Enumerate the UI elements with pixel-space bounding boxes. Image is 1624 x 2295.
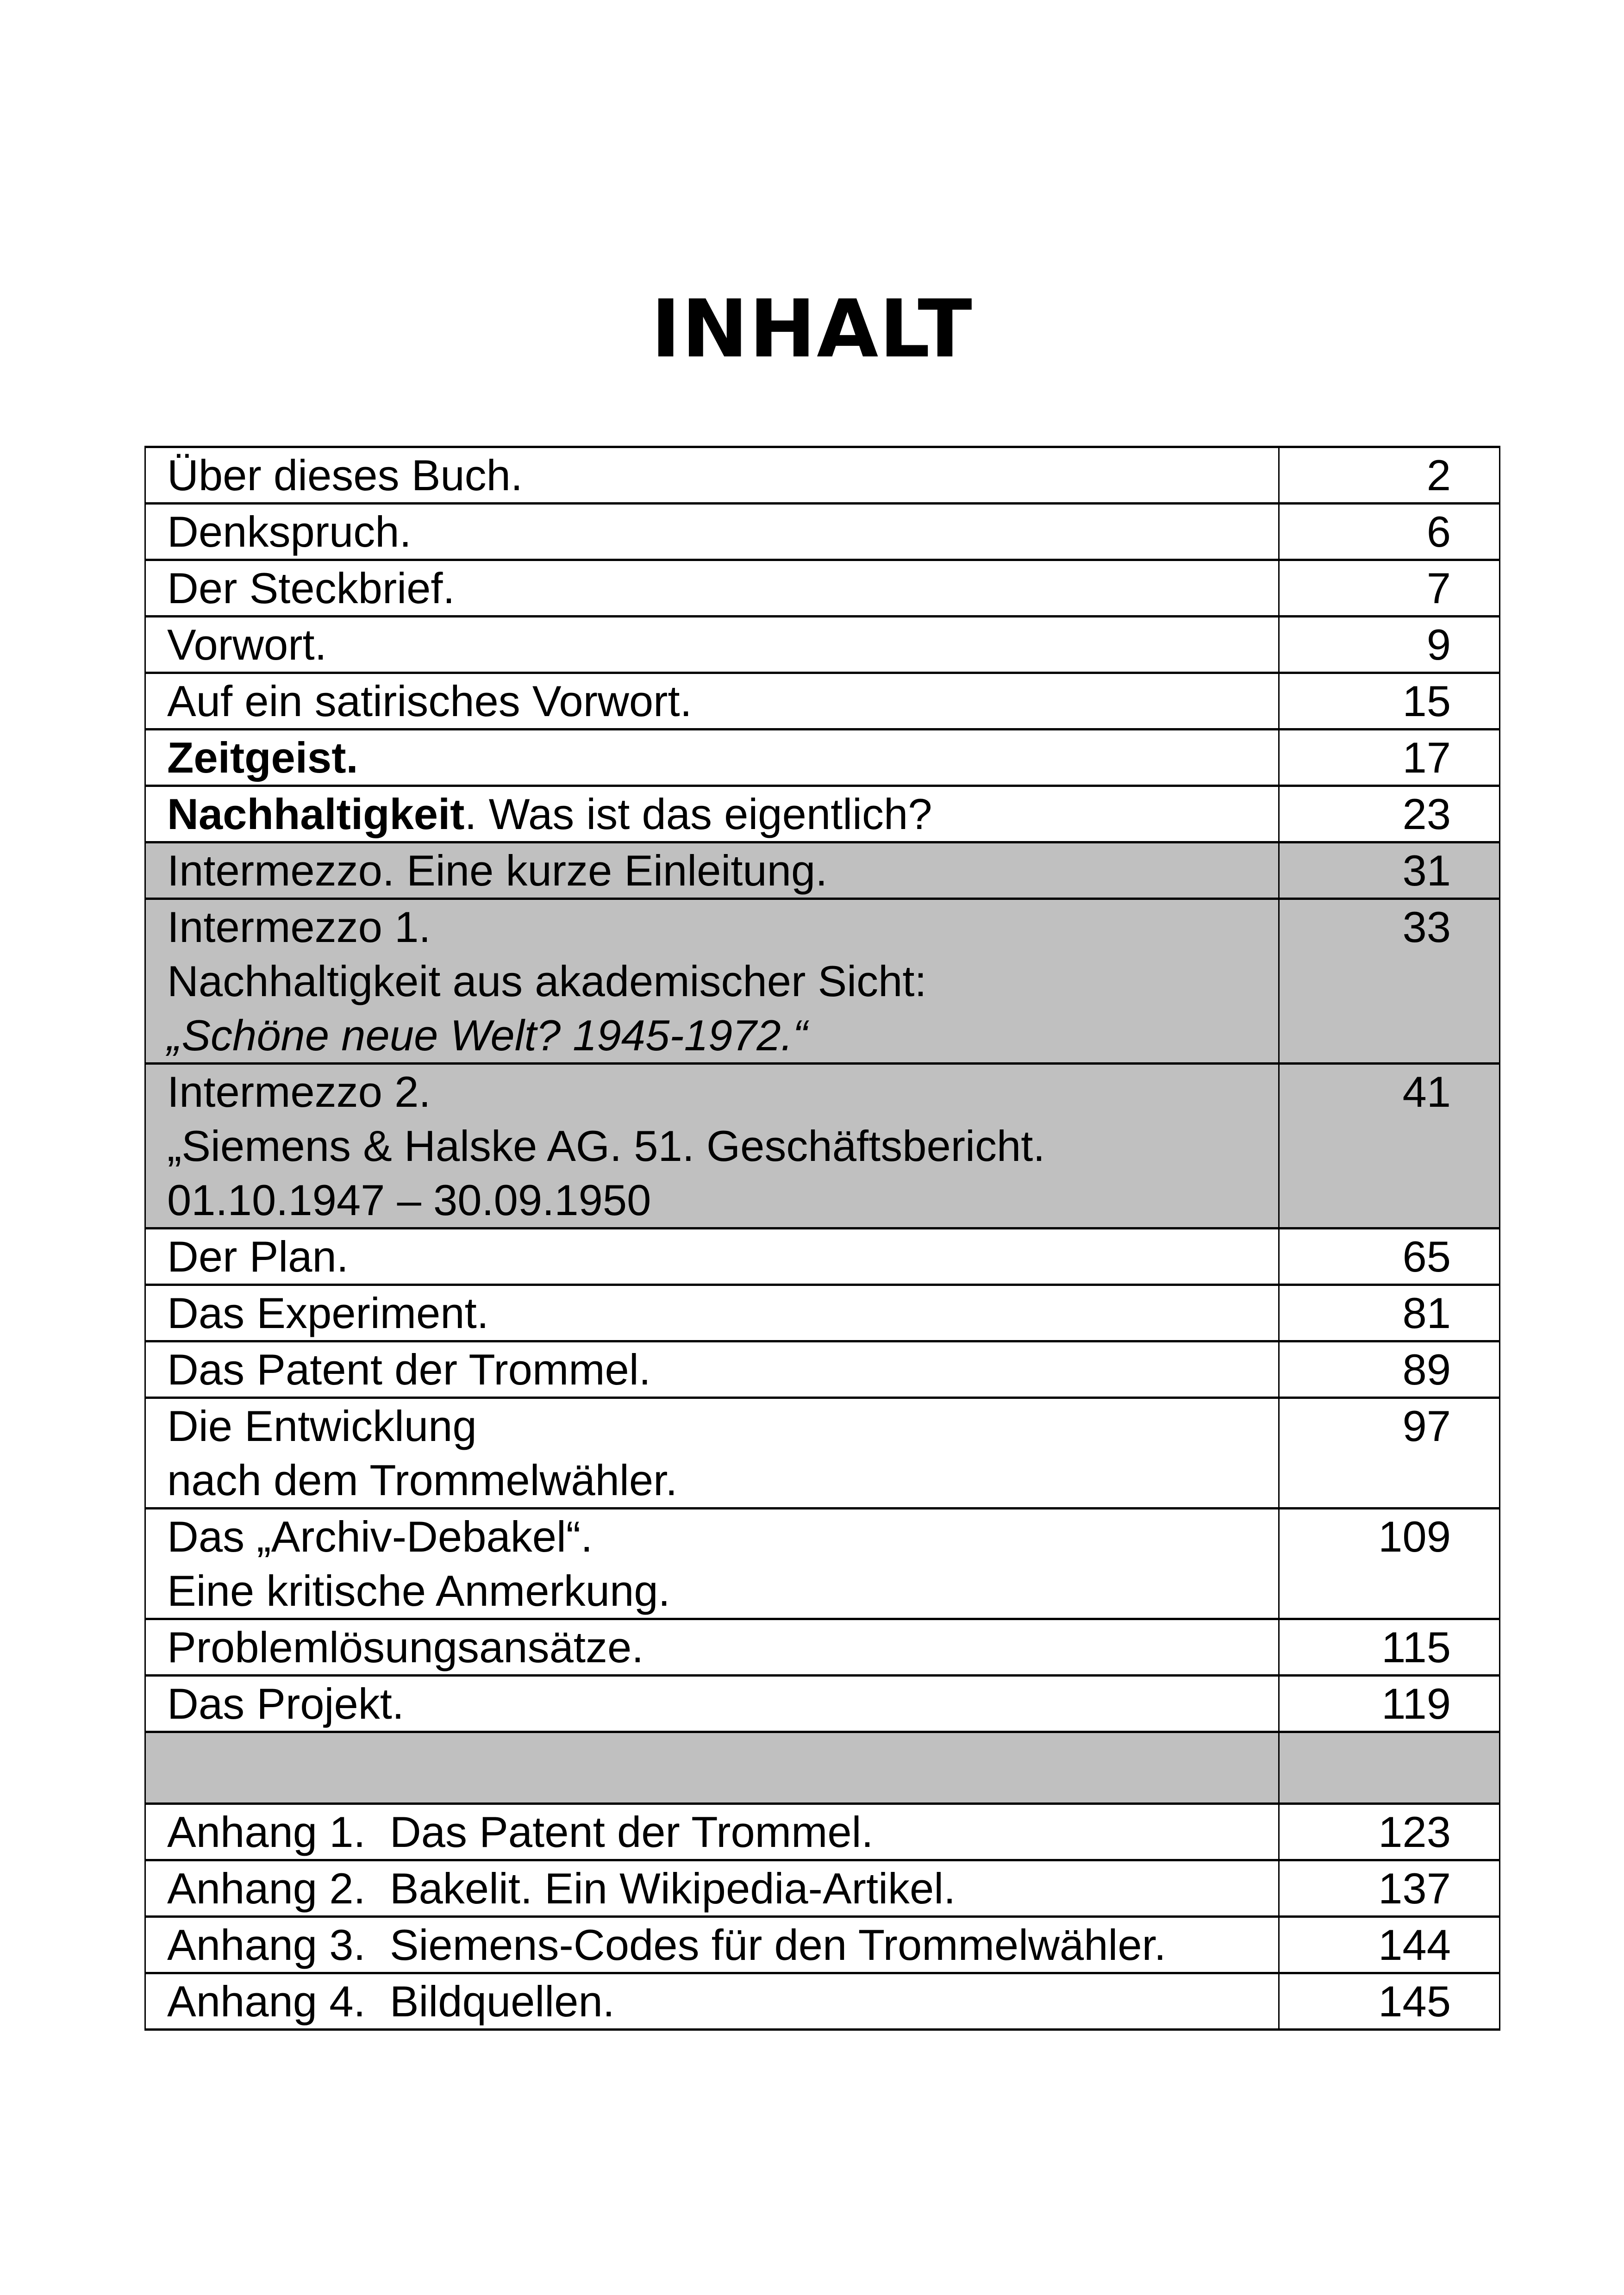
toc-title-line: [167, 1286, 1278, 1340]
toc-title-text: Anhang 3. Siemens-Codes für den Trommelwähler.: [167, 1921, 1166, 1969]
toc-title-text: Denkspruch.: [167, 507, 412, 556]
toc-title-text: Eine kritische Anmerkung.: [167, 1566, 670, 1615]
toc-title-line: [167, 1229, 1278, 1284]
toc-title-text: Anhang 2. Bakelit. Ein Wikipedia-Artikel.: [167, 1864, 956, 1913]
toc-page-number: 123: [1279, 1804, 1500, 1860]
toc-entry: [145, 1064, 1500, 1229]
toc-title-line: [167, 1399, 1278, 1453]
toc-page-number: 89: [1279, 1341, 1500, 1398]
toc-page-number: [1279, 1732, 1500, 1804]
toc-entry-title: [145, 617, 1279, 673]
toc-page-number: 41: [1279, 1064, 1500, 1229]
toc-title-line: [167, 900, 1278, 954]
toc-entry: [145, 1619, 1500, 1676]
toc-title-text: Intermezzo. Eine kurze Einleitung.: [167, 846, 828, 895]
toc-entry: [145, 1917, 1500, 1973]
toc-title-line: [167, 1453, 1278, 1507]
toc-entry-title: [145, 1973, 1279, 2030]
toc-entry: [145, 786, 1500, 842]
toc-page-number: 144: [1279, 1917, 1500, 1973]
toc-title-line: [167, 843, 1278, 898]
toc-title-line: [167, 1173, 1278, 1227]
toc-title-text: Der Plan.: [167, 1232, 349, 1281]
toc-spacer-row: [145, 1732, 1500, 1804]
toc-entry-title: [145, 1917, 1279, 1973]
toc-entry-title: [145, 1619, 1279, 1676]
toc-title-line: [167, 1805, 1278, 1859]
toc-page-number: 137: [1279, 1860, 1500, 1917]
toc-page-number: 17: [1279, 730, 1500, 786]
toc-title-line: [167, 1342, 1278, 1397]
toc-entry-title: [145, 786, 1279, 842]
toc-entry: [145, 1860, 1500, 1917]
toc-title-text: . Was ist das eigentlich?: [464, 790, 932, 838]
toc-title-text: Anhang 1. Das Patent der Trommel.: [167, 1808, 874, 1856]
toc-entry: [145, 1676, 1500, 1732]
toc-entry-title: [145, 730, 1279, 786]
toc-entry: [145, 560, 1500, 617]
toc-entry: [145, 842, 1500, 899]
toc-page-number: 33: [1279, 899, 1500, 1064]
toc-entry: [145, 1804, 1500, 1860]
toc-title-line: [167, 1974, 1278, 2028]
toc-entry: [145, 617, 1500, 673]
toc-entry-title: [145, 1804, 1279, 1860]
toc-title-line: [167, 505, 1278, 559]
toc-page-number: 115: [1279, 1619, 1500, 1676]
toc-page-number: 119: [1279, 1676, 1500, 1732]
toc-title-line: [167, 1677, 1278, 1731]
toc-title-text: Zeitgeist.: [167, 733, 358, 782]
toc-entry: [145, 1341, 1500, 1398]
toc-title-line: [167, 954, 1278, 1008]
toc-title-line: [167, 787, 1278, 841]
toc-title-text: Intermezzo 1.: [167, 903, 431, 951]
toc-title-line: [167, 1564, 1278, 1618]
toc-entry: [145, 504, 1500, 560]
toc-page-number: 145: [1279, 1973, 1500, 2030]
toc-title-text: Das Patent der Trommel.: [167, 1345, 651, 1394]
toc-title-text: Das Experiment.: [167, 1289, 489, 1337]
toc-page-number: 31: [1279, 842, 1500, 899]
toc-entry-title: [145, 1285, 1279, 1341]
page-title: INHALT: [651, 282, 973, 375]
toc-entry-title: [145, 447, 1279, 504]
toc-page-number: 23: [1279, 786, 1500, 842]
toc-title-text: „Siemens & Halske AG. 51. Geschäftsbericht.: [167, 1122, 1045, 1170]
toc-title-line: [167, 1861, 1278, 1915]
toc-page-number: 81: [1279, 1285, 1500, 1341]
toc-title-text: Über dieses Buch.: [167, 451, 523, 499]
toc-entry: [145, 1973, 1500, 2030]
toc-title-text: Nachhaltigkeit: [167, 790, 465, 838]
toc-title-text: nach dem Trommelwähler.: [167, 1456, 678, 1504]
toc-entry: [145, 1285, 1500, 1341]
toc-page-number: 109: [1279, 1509, 1500, 1619]
toc-title-text: Auf ein satirisches Vorwort.: [167, 677, 692, 725]
toc-title-line: [167, 1918, 1278, 1972]
toc-title-line: [167, 617, 1278, 672]
toc-page-number: 9: [1279, 617, 1500, 673]
toc-entry-title: [145, 1860, 1279, 1917]
toc-title-text: Die Entwicklung: [167, 1402, 477, 1450]
toc-entry-title: [145, 504, 1279, 560]
toc-page-number: 7: [1279, 560, 1500, 617]
toc-entry: [145, 673, 1500, 730]
toc-entry-title: [145, 1732, 1279, 1804]
toc-entry-title: [145, 899, 1279, 1064]
toc-title-text: Intermezzo 2.: [167, 1067, 431, 1116]
toc-title-text: Problemlösungsansätze.: [167, 1623, 644, 1671]
toc-entry-title: [145, 1064, 1279, 1229]
toc-title-line: [167, 448, 1278, 502]
toc-title-text: 01.10.1947 – 30.09.1950: [167, 1176, 651, 1224]
toc-entry: [145, 899, 1500, 1064]
toc-title-line: [167, 730, 1278, 785]
toc-entry: [145, 1509, 1500, 1619]
toc-title-text: „Schöne neue Welt? 1945-1972.“: [167, 1011, 808, 1060]
toc-title-line: [167, 1008, 1278, 1062]
toc-body: [145, 447, 1500, 2030]
toc-page-number: 2: [1279, 447, 1500, 504]
toc-title-line: [167, 1509, 1278, 1564]
toc-entry-title: [145, 1676, 1279, 1732]
toc-title-text: Der Steckbrief.: [167, 564, 455, 612]
toc-entry: [145, 730, 1500, 786]
toc-entry: [145, 447, 1500, 504]
toc-title-text: Nachhaltigkeit aus akademischer Sicht:: [167, 957, 927, 1005]
toc-title-text: Das „Archiv-Debakel“.: [167, 1512, 593, 1561]
toc-title-line: [167, 674, 1278, 728]
toc-page-number: 97: [1279, 1398, 1500, 1509]
table-of-contents: [144, 446, 1500, 2031]
toc-entry-title: [145, 1398, 1279, 1509]
toc-page-number: 6: [1279, 504, 1500, 560]
toc-title-line: [167, 1065, 1278, 1119]
toc-entry: [145, 1398, 1500, 1509]
toc-title-text: Vorwort.: [167, 620, 327, 669]
toc-entry-title: [145, 560, 1279, 617]
toc-title-text: Das Projekt.: [167, 1679, 404, 1728]
toc-page-number: 15: [1279, 673, 1500, 730]
toc-entry-title: [145, 673, 1279, 730]
toc-title-line: [167, 561, 1278, 615]
toc-title-line: [167, 1119, 1278, 1173]
toc-entry-title: [145, 842, 1279, 899]
toc-entry-title: [145, 1341, 1279, 1398]
toc-entry-title: [145, 1229, 1279, 1285]
toc-entry: [145, 1229, 1500, 1285]
toc-page-number: 65: [1279, 1229, 1500, 1285]
toc-title-line: [167, 1620, 1278, 1674]
toc-title-text: Anhang 4. Bildquellen.: [167, 1977, 615, 2026]
toc-entry-title: [145, 1509, 1279, 1619]
